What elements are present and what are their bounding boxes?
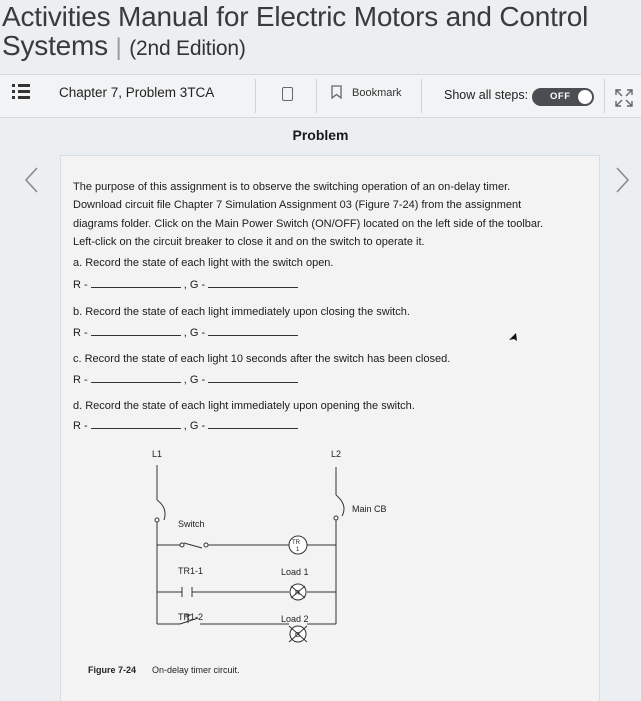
- lamp-r-label: R: [295, 590, 301, 597]
- answer-row-a: [73, 277, 298, 291]
- coil-number: 1: [296, 547, 300, 553]
- toolbar-divider: [604, 79, 605, 113]
- answer-row-c: [73, 372, 298, 386]
- question-c: c. Record the state of each light 10 seconds after the switch has been closed.: [73, 353, 451, 365]
- l1-label: L1: [152, 449, 163, 459]
- l2-label: L2: [331, 449, 342, 459]
- show-all-steps-label: Show all steps:: [444, 88, 529, 102]
- g-label: , G -: [183, 374, 206, 386]
- r-label: R -: [73, 279, 88, 291]
- g-label: , G -: [183, 279, 206, 291]
- r-blank: [91, 372, 181, 383]
- copy-icon[interactable]: [282, 87, 293, 101]
- list-icon[interactable]: [12, 83, 30, 99]
- tr1-1-label: TR1-1: [178, 566, 204, 576]
- r-blank: [91, 418, 181, 429]
- r-blank: [91, 325, 181, 336]
- chevron-right-icon[interactable]: [612, 160, 632, 200]
- bookmark-icon[interactable]: [331, 85, 342, 99]
- r-blank: [91, 277, 181, 288]
- r-label: R -: [73, 374, 88, 386]
- chevron-left-icon[interactable]: [22, 160, 42, 200]
- question-a: a. Record the state of each light with the switch open.: [73, 257, 334, 269]
- lamp-g-label: G: [295, 632, 301, 639]
- switch-label: Switch: [178, 519, 205, 529]
- bookmark-button[interactable]: Bookmark: [352, 87, 402, 99]
- circuit-diagram: [60, 440, 600, 700]
- toggle-knob: [578, 90, 592, 104]
- figure-caption: On-delay timer circuit.: [152, 665, 240, 675]
- book-title-text: Activities Manual for Electric Motors and Control Systems: [2, 1, 589, 61]
- g-blank: [208, 325, 298, 336]
- intro-line: Download circuit file Chapter 7 Simulation Assignment 03 (Figure 7-24) from the assignment: [73, 199, 522, 212]
- book-edition: (2nd Edition): [129, 37, 246, 60]
- book-title: [2, 2, 638, 63]
- g-blank: [208, 372, 298, 383]
- g-label: , G -: [183, 420, 206, 432]
- answer-row-b: [73, 325, 298, 339]
- figure-number: Figure 7-24: [88, 665, 137, 675]
- coil-label: TR: [292, 540, 300, 546]
- tr1-2-label: TR1-2: [178, 612, 204, 622]
- load2-label: Load 2: [281, 614, 309, 624]
- question-d: d. Record the state of each light immediately upon opening the switch.: [73, 400, 415, 412]
- problem-intro: [73, 178, 588, 252]
- title-separator: |: [115, 34, 122, 61]
- answer-row-d: [73, 418, 298, 432]
- main-cb-label: Main CB: [352, 504, 387, 514]
- expand-icon[interactable]: [614, 88, 634, 108]
- toggle-state-text: OFF: [550, 91, 571, 102]
- question-b: b. Record the state of each light immediately upon closing the switch.: [73, 306, 410, 318]
- intro-line: Left-click on the circuit breaker to close it and on the switch to operate it.: [73, 236, 425, 249]
- intro-line: The purpose of this assignment is to observe the switching operation of an on-delay timer.: [73, 181, 511, 193]
- toolbar-divider: [316, 79, 317, 113]
- r-label: R -: [73, 420, 88, 432]
- show-steps-toggle[interactable]: [532, 88, 594, 106]
- problem-heading: Problem: [292, 127, 349, 143]
- load1-label: Load 1: [281, 567, 309, 577]
- mouse-cursor-icon: [508, 332, 520, 346]
- g-blank: [208, 418, 298, 429]
- intro-line: diagrams folder. Click on the Main Power Switch (ON/OFF) located on the left side of the toolbar.: [73, 217, 544, 230]
- r-label: R -: [73, 327, 88, 339]
- problem-toolbar: [0, 74, 641, 118]
- toolbar-divider: [255, 79, 256, 113]
- toolbar-divider: [421, 79, 422, 113]
- chapter-problem-label[interactable]: Chapter 7, Problem 3TCA: [59, 85, 215, 100]
- g-blank: [208, 277, 298, 288]
- g-label: , G -: [183, 327, 206, 339]
